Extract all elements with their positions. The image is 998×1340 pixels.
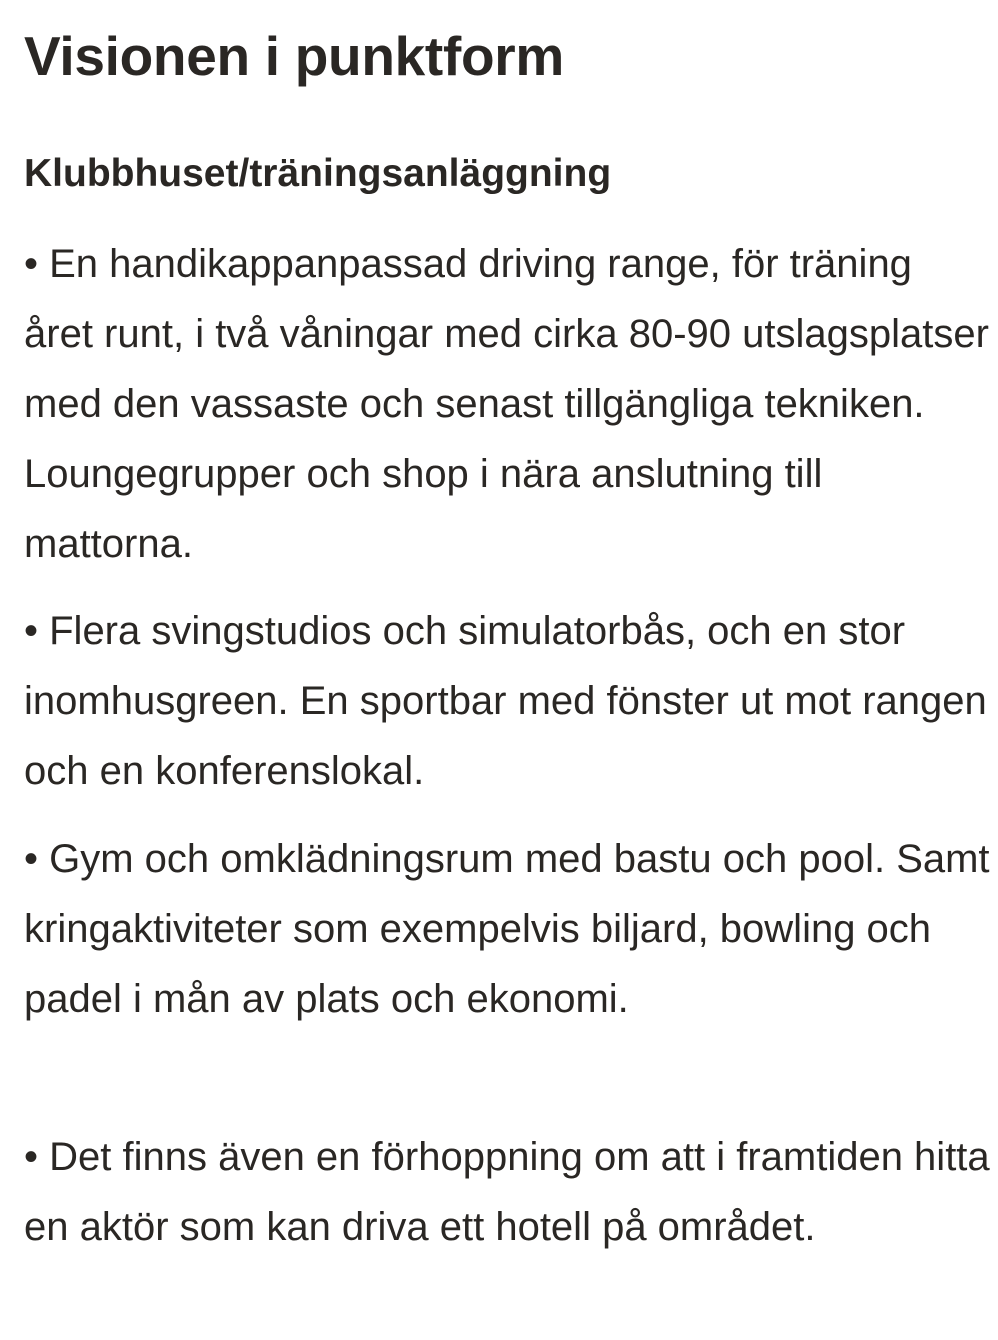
article-heading: Visionen i punktform [24, 25, 564, 87]
bullet-paragraph-swing-studios: • Flera svingstudios och simulatorbås, och en stor inomhusgreen. En sportbar med fönster ut mot rangen och en konferenslokal. [24, 609, 987, 793]
bullet-paragraph-driving-range: • En handikappanpassad driving range, för träning året runt, i två våningar med cirka 80-90 utslagsplatser med den vassaste och senast tillgängliga tekniken. Loungegrupper och shop i nära anslutning till mattorna. [24, 242, 989, 566]
bullet-paragraph-hotel: • Det finns även en förhoppning om att i framtiden hitta en aktör som kan driva ett hotell på området. [24, 1135, 990, 1249]
section-subheading: Klubbhuset/träningsanläggning [24, 152, 612, 195]
bullet-paragraph-gym: • Gym och omklädningsrum med bastu och pool. Samt kringaktiviteter som exempelvis biljard, bowling och padel i mån av plats och ekonomi. [24, 837, 990, 1021]
